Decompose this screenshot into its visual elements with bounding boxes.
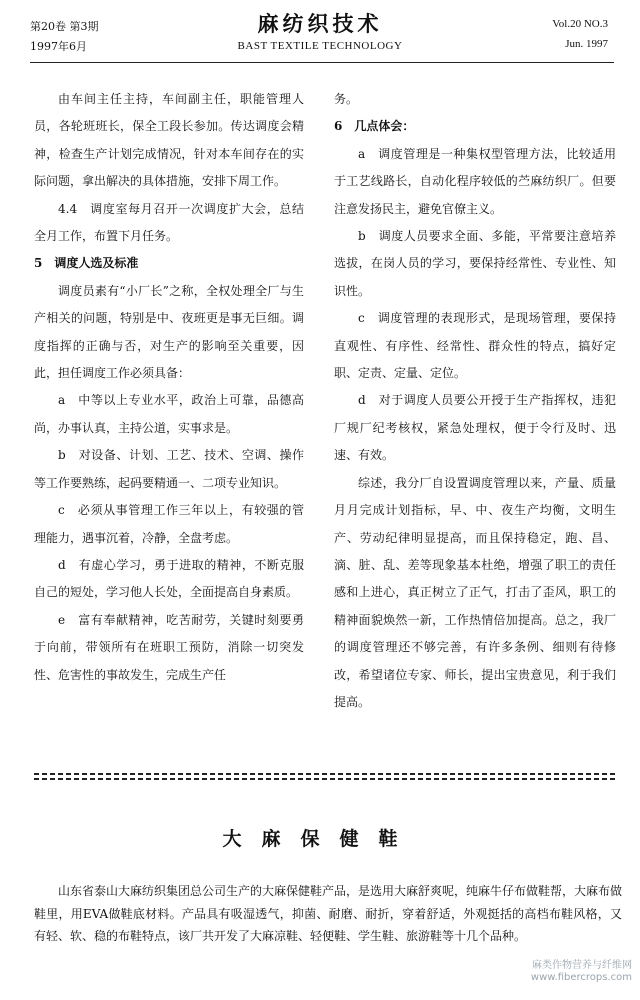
watermark xyxy=(531,960,632,984)
watermark-line-2: www.fibercrops.com xyxy=(530,972,632,983)
watermark-line-1: 麻类作物营养与纤维网 xyxy=(532,960,632,971)
list-item-d: d 对于调度人员要公开授于生产指挥权，违犯厂规厂纪考核权，紧急处理权，便于令行及时、迅速、有效。 xyxy=(334,393,616,463)
right-column xyxy=(334,86,616,716)
header-rule xyxy=(30,62,614,63)
volume-issue-en: Vol.20 NO.3 xyxy=(552,18,608,30)
list-item-b: b 调度人员要求全面、多能，平常要注意培养选拔，在岗人员的学习，要保持经常性、专业性、知识性。 xyxy=(334,229,616,298)
article-title: 大麻保健鞋 xyxy=(222,828,418,850)
paragraph-continuation: 务。 xyxy=(334,92,359,106)
list-item-c: c 必须从事管理工作三年以上，有较强的管理能力，遇事沉着，冷静，全盘考虑。 xyxy=(34,503,304,545)
paragraph-4-4: 4.4 调度室每月召开一次调度扩大会，总结全月工作，布置下月任务。 xyxy=(34,201,304,244)
list-item-a: a 调度管理是一种集权型管理方法，比较适用于工艺线路长，自动化程序较低的苎麻纺织厂。但要注意发扬民主，避免官僚主义。 xyxy=(334,146,616,216)
list-item-c: c 调度管理的表现形式，是现场管理，要保持直观性、有序性、经常性、群众性的特点，搞好定职、定责、定量、定位。 xyxy=(334,311,616,381)
section-heading-5: 5 调度人选及标准 xyxy=(34,256,139,271)
list-item-a: a 中等以上专业水平，政治上可靠，品德高尚，办事认真，主持公道，实事求是。 xyxy=(34,393,304,435)
list-item-e: e 富有奉献精神，吃苦耐劳，关键时刻要勇于向前，带领所有在班职工预防，消除一切突发性、危害性的事故发生，完成生产任 xyxy=(34,612,304,682)
paragraph-continuation: 由车间主任主持，车间副主任，职能管理人员，各轮班班长，保全工段长参加。传达调度会精神，检查生产计划完成情况，针对本车间存在的实际问题，拿出解决的具体措施，安排下周工作。 xyxy=(34,92,304,189)
date-en: Jun. 1997 xyxy=(565,38,608,50)
journal-title-en: BAST TEXTILE TECHNOLOGY xyxy=(237,40,403,52)
article-body xyxy=(34,880,622,948)
list-item-b: b 对设备、计划、工艺、技术、空调、操作等工作要熟练，起码要精通一、二项专业知识。 xyxy=(34,448,304,490)
date-cn: 1997年6月 xyxy=(30,40,87,53)
paragraph-summary: 综述，我分厂自设置调度管理以来，产量、质量月月完成计划指标，早、中、夜生产均衡，文明生产、劳动纪律明显提高，而且保持稳定，跑、昌、滴、脏、乱、差等现象基本杜绝，增强了职工的责任感和上进心，真正树立了正气，打击了歪风，职工的精神面貌焕然一新，工作热情倍加提高。总之，我厂的调度管理还不够完善，有许多条例、细则有待修改，希望诸位专家、师长，提出宝贵意见，利于我们提高。 xyxy=(334,475,616,709)
article-paragraph: 山东省泰山大麻纺织集团总公司生产的大麻保健鞋产品，是选用大麻舒爽呢，纯麻牛仔布做鞋帮，大麻布做鞋里，用EVA做鞋底材料。产品具有吸湿透气，抑菌、耐磨、耐折，穿着舒适，外观挺括的高档布鞋风格，又有轻、软、稳的布鞋特点，该厂共开发了大麻凉鞋、轻便鞋、学生鞋、旅游鞋等十几个品种。 xyxy=(34,884,623,944)
section-heading-6: 6 几点体会： xyxy=(334,119,415,134)
left-column xyxy=(34,86,304,689)
paragraph-intro: 调度员素有“小厂长”之称，全权处理全厂与生产相关的问题，特别是中、夜班更是事无巨细。调度指挥的正确与否，对生产的影响至关重要，因此，担任调度工作必须具备： xyxy=(34,283,304,381)
page-header xyxy=(0,0,640,66)
journal-title-cn: 麻纺织技术 xyxy=(257,11,383,36)
list-item-d: d 有虚心学习，勇于进取的精神，不断克服自己的短处，学习他人长处，全面提高自身素质。 xyxy=(34,557,304,600)
volume-issue-cn: 第20卷 第3期 xyxy=(30,20,99,33)
section-separator xyxy=(34,773,618,783)
